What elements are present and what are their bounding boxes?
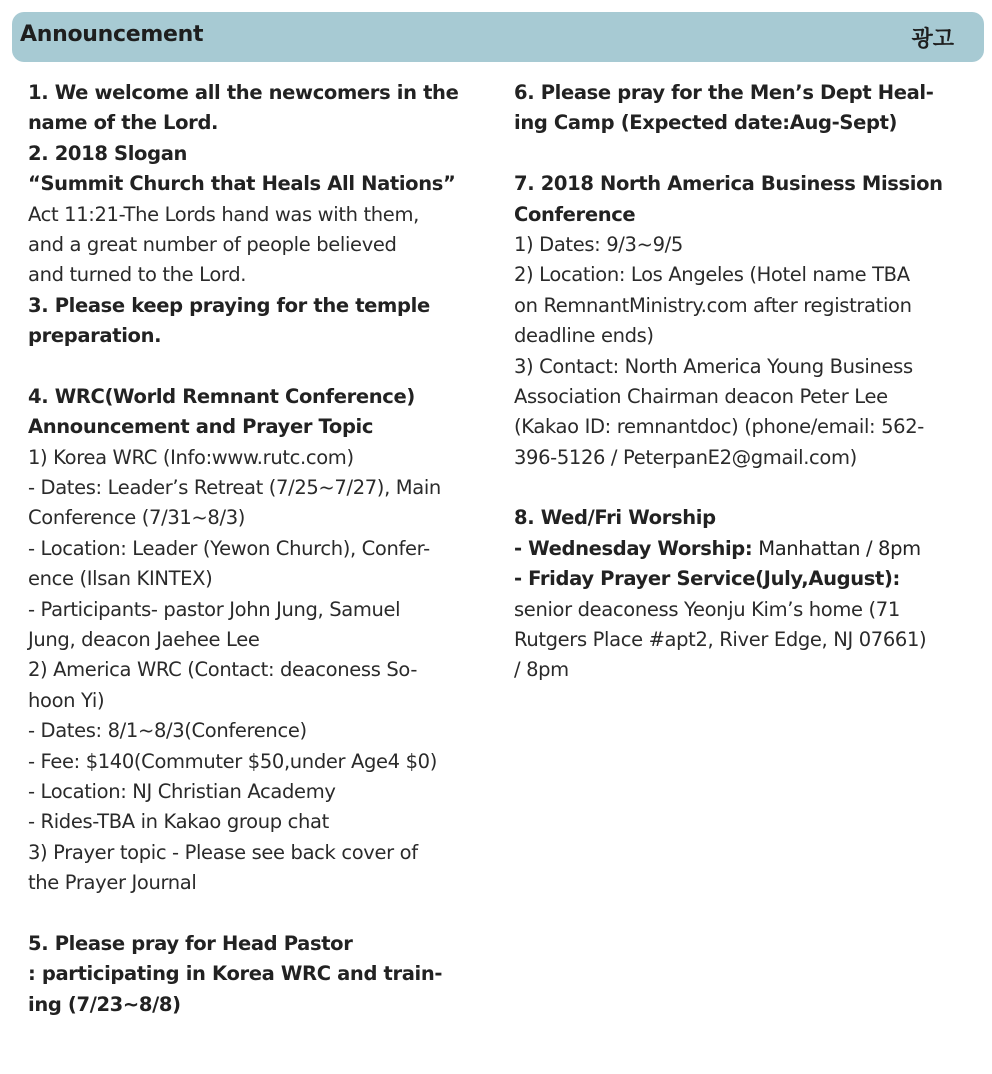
spacer xyxy=(514,473,984,503)
spacer xyxy=(28,352,498,382)
text-line: 1. We welcome all the newcomers in the xyxy=(28,81,459,104)
text-line: - Location: NJ Christian Academy xyxy=(28,779,336,803)
line-label: - Wednesday Worship: xyxy=(514,536,753,560)
text-line: name of the Lord. xyxy=(28,111,219,135)
text-line: on RemnantMinistry.com after registration xyxy=(514,293,912,317)
line-value: Manhattan / 8pm xyxy=(752,536,921,560)
header-korean-tag: 광고 xyxy=(911,27,954,52)
text-line: ing (7/23~8/8) xyxy=(28,992,181,1016)
text-line: Conference (7/31~8/3) xyxy=(28,506,246,530)
text-line: “Summit Church that Heals All Nations” xyxy=(28,172,456,196)
text-line: 8. Wed/Fri Worship xyxy=(514,506,716,530)
text-line: deadline ends) xyxy=(514,324,654,348)
text-line: 396-5126 / PeterpanE2@gmail.com) xyxy=(514,445,857,469)
text-line: 6. Please pray for the Men’s Dept Heal- xyxy=(514,81,934,104)
text-line: 1) Dates: 9/3~9/5 xyxy=(514,232,683,256)
text-line: Conference xyxy=(514,202,636,226)
text-line: - Rides-TBA in Kakao group chat xyxy=(28,810,329,834)
text-line: - Dates: Leader’s Retreat (7/25~7/27), Main xyxy=(28,476,441,500)
text-line: Act 11:21-The Lords hand was with them, xyxy=(28,202,419,226)
text-line: 1) Korea WRC (Info:www.rutc.com) xyxy=(28,445,354,469)
text-line: 2) America WRC (Contact: deaconess So- xyxy=(28,658,418,682)
text-line: the Prayer Journal xyxy=(28,871,197,895)
left-column xyxy=(28,78,498,1020)
text-line: 2) Location: Los Angeles (Hotel name TBA xyxy=(514,263,910,287)
text-line: senior deaconess Yeonju Kim’s home (71 xyxy=(514,597,900,621)
text-line: - Dates: 8/1~8/3(Conference) xyxy=(28,719,307,743)
right-column xyxy=(514,78,984,686)
header-title: Announcement xyxy=(20,22,204,47)
text-line: - Location: Leader (Yewon Church), Confer- xyxy=(28,536,430,560)
text-line: / 8pm xyxy=(514,658,569,682)
text-line: 7. 2018 North America Business Mission xyxy=(514,172,943,196)
text-line: - Fee: $140(Commuter $50,under Age4 $0) xyxy=(28,749,437,773)
text-line: and a great number of people believed xyxy=(28,232,397,256)
text-line: ence (Ilsan KINTEX) xyxy=(28,567,213,591)
text-line: ing Camp (Expected date:Aug-Sept) xyxy=(514,111,898,135)
text-line xyxy=(514,534,984,564)
text-line: - Friday Prayer Service(July,August): xyxy=(514,567,900,591)
announcement-header xyxy=(12,12,984,62)
text-line: 4. WRC(World Remnant Conference) xyxy=(28,384,415,408)
text-line: hoon Yi) xyxy=(28,688,105,712)
text-line: (Kakao ID: remnantdoc) (phone/email: 562- xyxy=(514,415,924,439)
text-line: 3. Please keep praying for the temple xyxy=(28,293,430,317)
text-line: preparation. xyxy=(28,324,162,348)
text-line: 3) Prayer topic - Please see back cover of xyxy=(28,840,418,864)
text-line: 3) Contact: North America Young Business xyxy=(514,354,913,378)
text-line: Announcement and Prayer Topic xyxy=(28,415,374,439)
text-line: Jung, deacon Jaehee Lee xyxy=(28,628,260,652)
text-line: and turned to the Lord. xyxy=(28,263,247,287)
text-line: 5. Please pray for Head Pastor xyxy=(28,931,353,955)
spacer xyxy=(514,139,984,169)
text-line: Association Chairman deacon Peter Lee xyxy=(514,384,888,408)
text-line: : participating in Korea WRC and train- xyxy=(28,962,443,986)
text-line: - Participants- pastor John Jung, Samuel xyxy=(28,597,401,621)
spacer xyxy=(28,899,498,929)
text-line: Rutgers Place #apt2, River Edge, NJ 07661) xyxy=(514,628,927,652)
text-line: 2. 2018 Slogan xyxy=(28,141,188,165)
